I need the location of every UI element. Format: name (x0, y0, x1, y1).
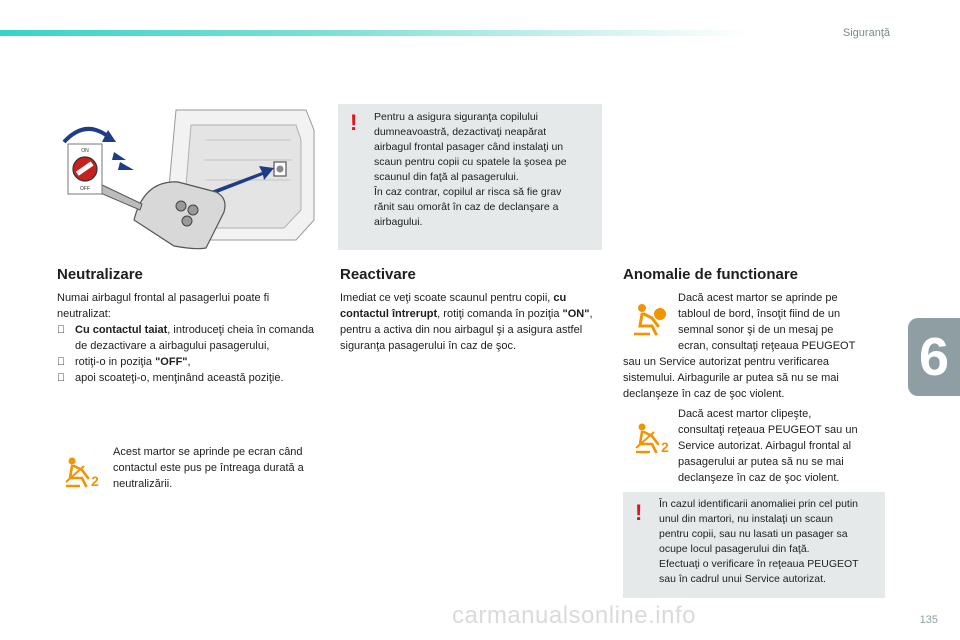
reactivare-text-1: Imediat ce veţi scoate scaunul pentru copii, (340, 292, 554, 304)
warning-exclamation-icon: ! (635, 500, 643, 525)
neutralizare-step-3 (57, 370, 319, 386)
bullet-icon (57, 370, 75, 386)
svg-text:2: 2 (91, 473, 99, 489)
child-seat-warning-box (338, 104, 602, 250)
warning-line: sau în cadrul unui Service autorizat. (659, 573, 826, 585)
anomalie-line: ecran, consultaţi reţeaua PEUGEOT (678, 340, 856, 352)
anomalie-text-1 (623, 290, 885, 402)
svg-text:2: 2 (661, 439, 669, 455)
svg-text:OFF: OFF (80, 186, 90, 192)
anomalie-line: sau un Service autorizat pentru verificarea (623, 356, 830, 368)
neutralizare-intro: Numai airbagul frontal al pasagerlui poate fi neutralizat: (57, 292, 270, 320)
svg-text:ON: ON (81, 148, 89, 154)
page-number: 135 (919, 614, 938, 626)
anomalie-line: semnal sonor şi de un mesaj pe (678, 324, 834, 336)
warning-line: unul din martori, nu instalaţi un scaun (659, 513, 833, 525)
warning-exclamation-icon: ! (350, 110, 358, 135)
anomaly-warning-box (623, 492, 885, 598)
anomalie-heading: Anomalie de functionare (623, 266, 799, 283)
airbag-key-switch-illustration (56, 100, 318, 250)
neutralizare-step-1 (57, 322, 319, 354)
step-2-bold: "OFF" (155, 356, 188, 368)
reactivare-heading: Reactivare (340, 266, 416, 283)
warning-line: scaunul din faţă al pasagerului. (374, 171, 519, 183)
warning-line: dumneavoastră, dezactivaţi neapărat (374, 126, 547, 138)
reactivare-text-2: , rotiţi comanda în poziţia (437, 308, 563, 320)
section-title: Siguranţă (842, 27, 890, 39)
airbag-fault-icon (632, 418, 672, 458)
neutralizare-indicator-text: Acest martor se aprinde pe ecran când contactul este pus pe întreaga durată a neutralizării. (113, 446, 304, 490)
step-3-text: apoi scoateţi-o, menţinând această poziţie. (75, 372, 284, 384)
step-1-text: , introduceţi cheia în comanda de dezactivare a airbagului pasagerului, (75, 324, 315, 352)
bullet-icon (57, 354, 75, 370)
warning-line: Pentru a asigura siguranţa copilului (374, 111, 539, 123)
warning-line: ocupe locul pasagerului din faţă. (659, 543, 810, 555)
bullet-icon (57, 322, 75, 354)
warning-line: În caz contrar, copilul ar risca să fie grav (374, 186, 562, 198)
step-2-punct: , (187, 356, 191, 368)
anomalie-line: sistemului. Airbagurile ar putea să nu se mai (623, 372, 839, 384)
warning-line: airbagului. (374, 216, 423, 228)
watermark: carmanualsonline.info (452, 602, 696, 629)
warning-line: rănit sau omorât în caz de declanşare a (374, 201, 559, 213)
anomalie-line: Dacă acest martor clipeşte, (678, 408, 812, 420)
anomalie-line: Service autorizat. Airbagul frontal al (678, 440, 852, 452)
airbag-off-indicator-icon (62, 452, 102, 492)
anomalie-line: declanşeze în caz de şoc violent. (678, 472, 840, 484)
warning-line: airbagul frontal pasager când instalaţi un (374, 141, 564, 153)
warning-line: În cazul identificarii anomaliei prin cel putin (659, 498, 859, 510)
neutralizare-heading: Neutralizare (57, 266, 143, 283)
reactivare-bold-2: "ON" (562, 308, 590, 320)
anomalie-line: tabloul de bord, însoţit fiind de un (678, 308, 841, 320)
anomalie-line: Dacă acest martor se aprinde pe (678, 292, 838, 304)
neutralizare-text (57, 290, 319, 386)
step-1-bold: Cu contactul taiat (75, 324, 168, 336)
warning-line: Efectuaţi o verificare în reţeaua PEUGEOT (659, 558, 859, 570)
neutralizare-step-2 (57, 354, 319, 370)
anomalie-line: consultaţi reţeaua PEUGEOT sau un (678, 424, 858, 436)
reactivare-text-3: , pentru a activa din nou airbagul şi a asigura astfel siguranţa pasagerului în caz de şoc. (340, 308, 593, 352)
warning-line: scaun pentru copii cu spatele la şosea pe (374, 156, 567, 168)
anomalie-line: declanşeze în caz de şoc violent. (623, 388, 785, 400)
step-2-text: rotiţi-o in poziţia (75, 356, 156, 368)
header-accent-bar (0, 30, 750, 36)
reactivare-text (340, 290, 602, 354)
anomalie-line: pasagerului ar putea să nu se mai (678, 456, 844, 468)
reactivare-bold-1: cu contactul întrerupt (340, 292, 567, 320)
anomalie-text-2 (678, 406, 884, 486)
warning-line: pentru copii, sau nu lasati un pasager sa (659, 528, 848, 540)
chapter-tab: 6 (908, 318, 960, 396)
